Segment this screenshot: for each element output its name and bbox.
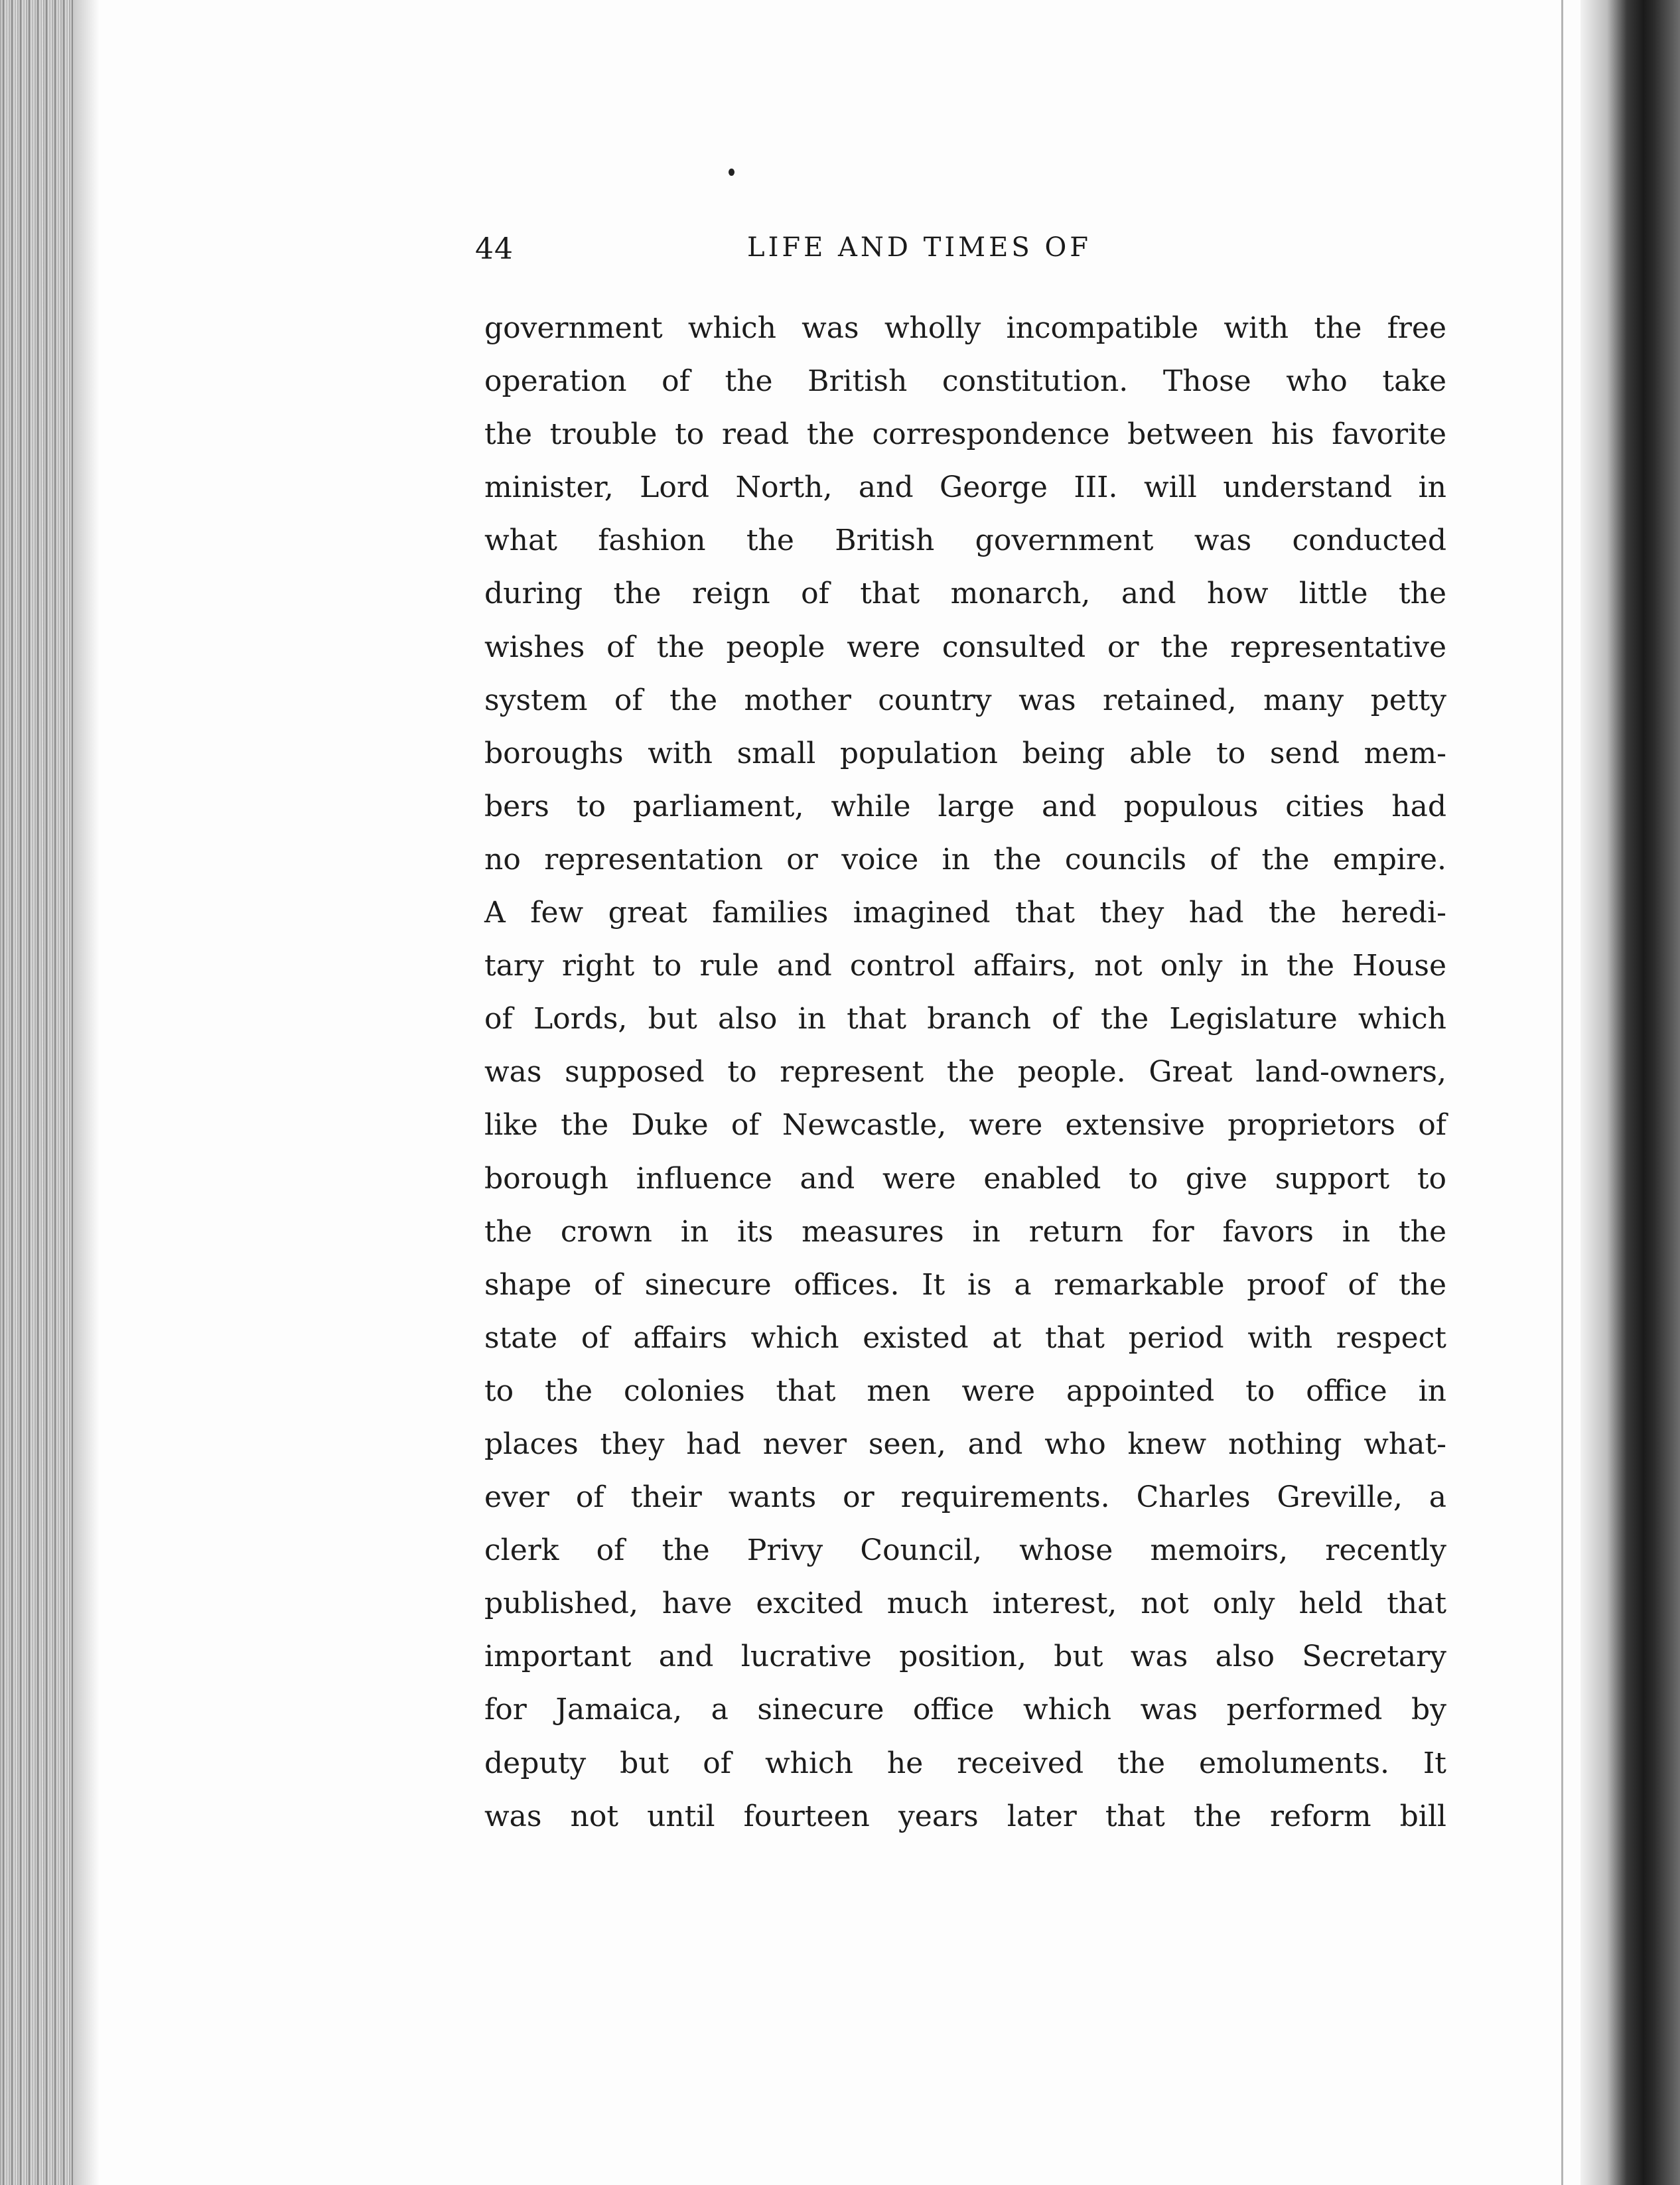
page-number: 44 — [475, 232, 514, 266]
text-line: borough influence and were enabled to give support to — [484, 1161, 1446, 1196]
text-line: what fashion the British government was conducted — [484, 524, 1446, 558]
text-line: minister, Lord North, and George III. will understand in — [484, 470, 1446, 505]
text-line: was supposed to represent the people. Great land-owners, — [484, 1055, 1446, 1090]
text-line: for Jamaica, a sinecure office which was performed by — [484, 1693, 1446, 1727]
text-line: was not until fourteen years later that the reform bill — [484, 1799, 1446, 1833]
text-line: shape of sinecure offices. It is a remarkable proof of the — [484, 1267, 1446, 1302]
ink-mark — [729, 169, 735, 176]
text-line: boroughs with small population being able to send mem- — [484, 736, 1446, 770]
text-line: no representation or voice in the councils of the empire. — [484, 842, 1446, 877]
text-line: during the reign of that monarch, and how little the — [484, 577, 1446, 611]
book-binding-edge — [1580, 0, 1680, 2185]
text-line: state of affairs which existed at that period with respect — [484, 1320, 1446, 1355]
text-line: the trouble to read the correspondence between his favorite — [484, 417, 1446, 452]
text-line: government which was wholly incompatible with the free — [484, 311, 1446, 345]
text-line: places they had never seen, and who knew nothing what- — [484, 1427, 1446, 1461]
text-line: operation of the British constitution. Those who take — [484, 364, 1446, 399]
text-line: bers to parliament, while large and populous cities had — [484, 789, 1446, 823]
text-line: system of the mother country was retained, many petty — [484, 683, 1446, 717]
gutter-line — [1561, 0, 1563, 2185]
text-line: deputy but of which he received the emoluments. It — [484, 1746, 1446, 1780]
body-text — [484, 302, 1446, 1843]
text-line: of Lords, but also in that branch of the Legislature which — [484, 1002, 1446, 1036]
text-line: clerk of the Privy Council, whose memoirs, recently — [484, 1533, 1446, 1568]
text-line: published, have excited much interest, not only held that — [484, 1586, 1446, 1621]
running-head: LIFE AND TIMES OF — [747, 232, 1092, 263]
text-line: ever of their wants or requirements. Charles Greville, a — [484, 1480, 1446, 1515]
text-line: important and lucrative position, but was also Secretary — [484, 1640, 1446, 1674]
text-line: wishes of the people were consulted or the representative — [484, 630, 1446, 664]
text-line: the crown in its measures in return for favors in the — [484, 1214, 1446, 1249]
page-edge-shadow — [73, 0, 100, 2185]
page-header — [475, 232, 1477, 272]
text-line: like the Duke of Newcastle, were extensive proprietors of — [484, 1108, 1446, 1143]
text-line: tary right to rule and control affairs, not only in the House — [484, 949, 1446, 983]
text-line: to the colonies that men were appointed to office in — [484, 1374, 1446, 1408]
text-line: A few great families imagined that they had the heredi- — [484, 896, 1446, 930]
